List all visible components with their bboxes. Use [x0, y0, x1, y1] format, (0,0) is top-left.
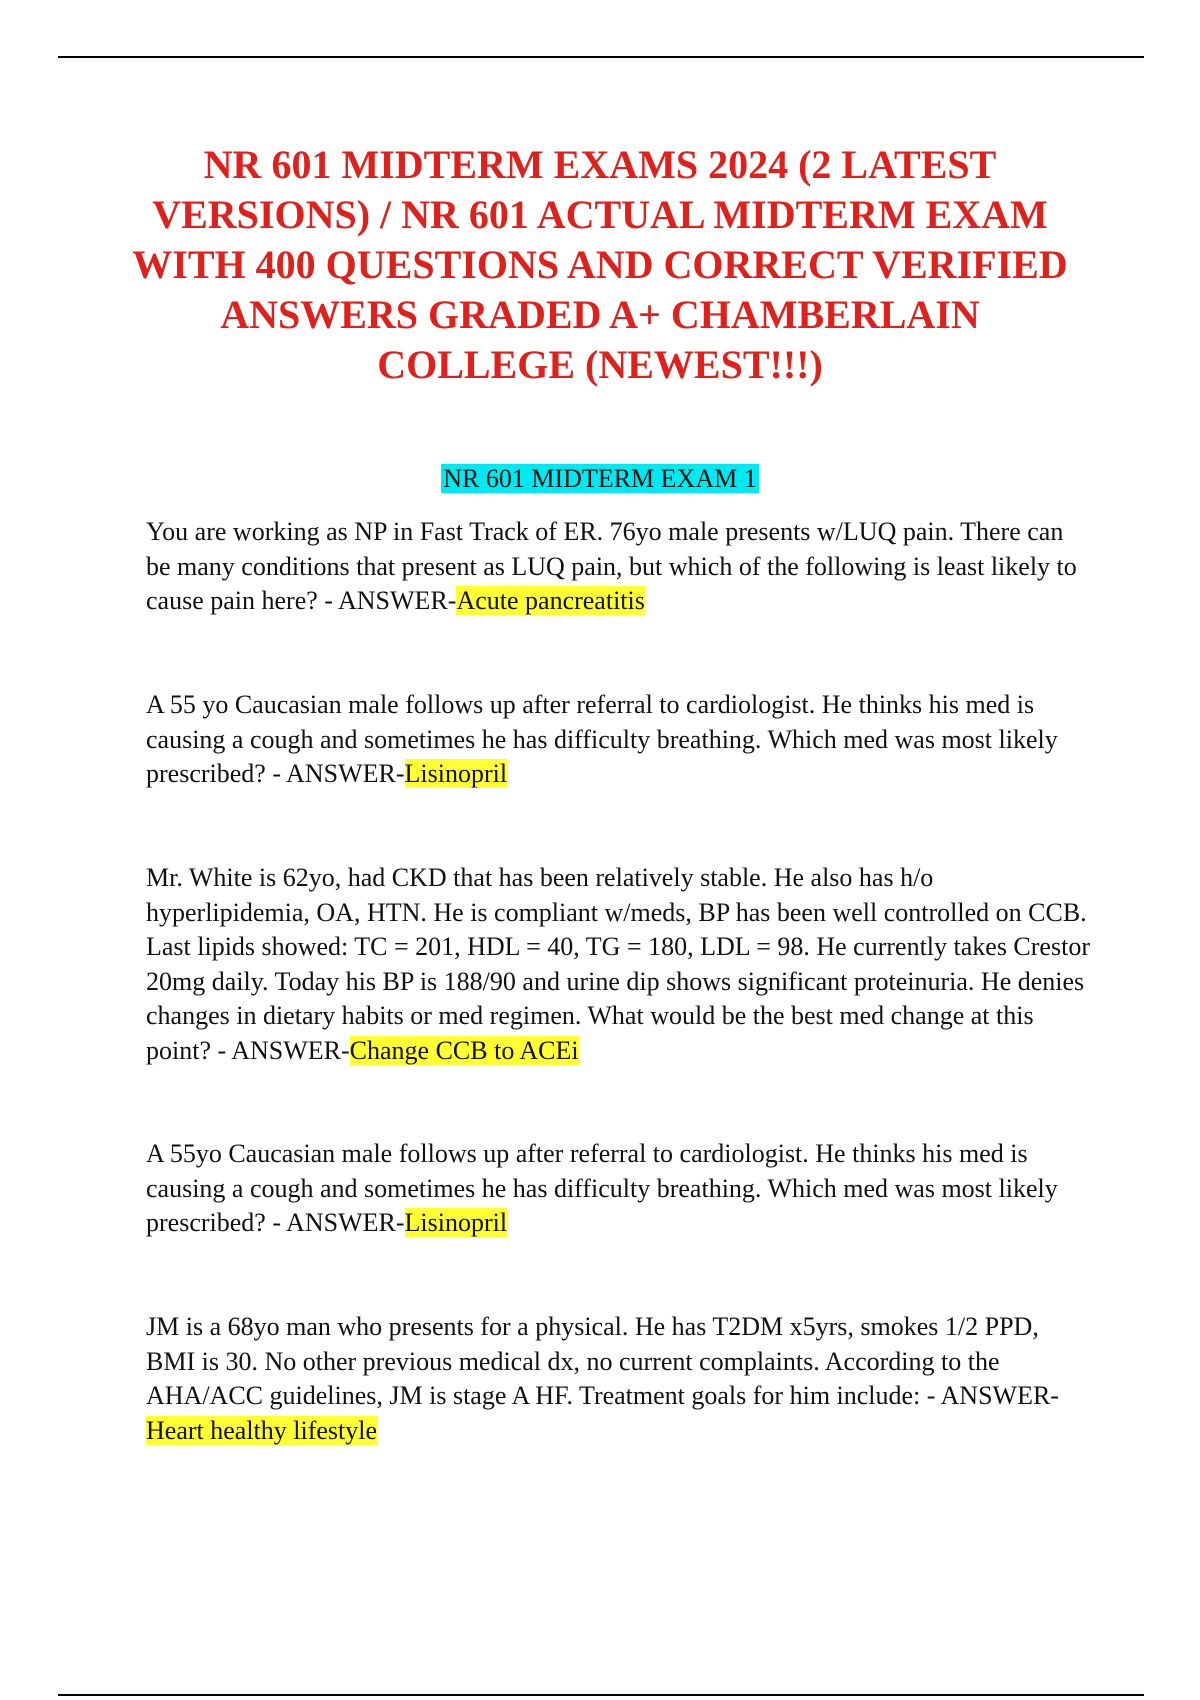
question-text: Mr. White is 62yo, had CKD that has been relatively stable. He also has h/o hyperlipidemia, OA, HTN. He is compliant w/meds, BP has been well controlled on CCB. Last lipids showed: TC = 201, HDL = 40, TG = 180, LDL = 98. He currently takes Crestor 20mg daily. Today his BP is 188/90 and urine dip shows significant proteinuria. He denies changes in dietary habits or med regimen. What would be the best med change at this point?	[146, 863, 1090, 1065]
answer-prefix: - ANSWER-	[211, 1035, 350, 1065]
section-heading	[0, 459, 1200, 499]
qa-item-3	[146, 861, 1091, 1068]
bottom-rule	[58, 1694, 1144, 1696]
answer-prefix: - ANSWER-	[265, 1208, 405, 1237]
question-text: JM is a 68yo man who presents for a physical. He has T2DM x5yrs, smokes 1/2 PPD, BMI is 30. No other previous medical dx, no current complaints. According to the AHA/ACC guidelines, JM is stage A HF. Treatment goals for him include:	[146, 1312, 1039, 1410]
answer-text: Lisinopril	[404, 759, 508, 788]
qa-item-5	[146, 1310, 1091, 1448]
answer-text: Acute pancreatitis	[456, 586, 645, 615]
qa-item-4	[146, 1137, 1091, 1241]
document-title: NR 601 MIDTERM EXAMS 2024 (2 LATEST VERSIONS) / NR 601 ACTUAL MIDTERM EXAM WITH 400 QUESTIONS AND CORRECT VERIFIED ANSWERS GRADED A+ CHAMBERLAIN COLLEGE (NEWEST!!!)	[132, 142, 1068, 387]
answer-text: Change CCB to ACEi	[349, 1035, 579, 1065]
question-text: A 55yo Caucasian male follows up after referral to cardiologist. He thinks his med is causing a cough and sometimes he has difficulty breathing. Which med was most likely prescribed?	[146, 1139, 1058, 1237]
answer-prefix: - ANSWER-	[317, 586, 457, 615]
qa-item-1	[146, 515, 1091, 619]
answer-text: Lisinopril	[404, 1208, 508, 1237]
section-heading-text: NR 601 MIDTERM EXAM 1	[443, 464, 757, 493]
question-text: A 55 yo Caucasian male follows up after referral to cardiologist. He thinks his med is causing a cough and sometimes he has difficulty breathing. Which med was most likely prescribed?	[146, 690, 1058, 788]
answer-text: Heart healthy lifestyle	[146, 1415, 378, 1445]
answer-prefix: - ANSWER-	[920, 1381, 1059, 1410]
top-rule	[58, 56, 1144, 58]
answer-prefix: - ANSWER-	[265, 759, 405, 788]
question-text: You are working as NP in Fast Track of ER. 76yo male presents w/LUQ pain. There can be many conditions that present as LUQ pain, but which of the following is least likely to cause pain here?	[146, 517, 1077, 615]
qa-item-2	[146, 688, 1091, 792]
